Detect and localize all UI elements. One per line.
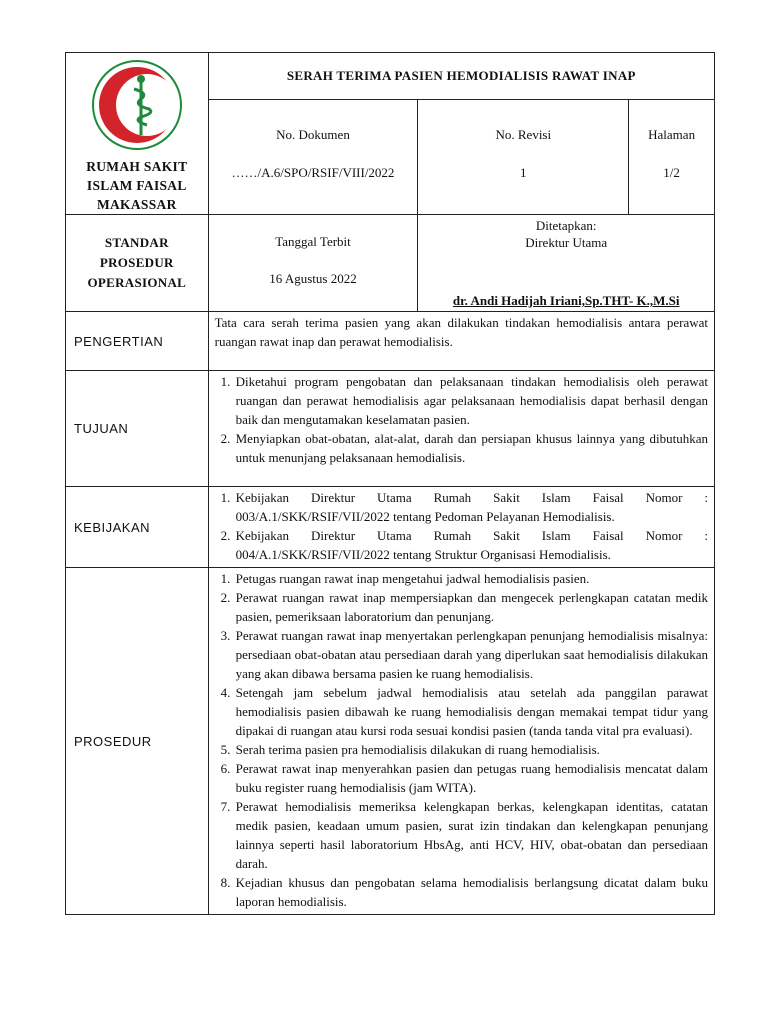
tujuan-list	[215, 372, 708, 467]
tanggal-terbit-cell	[208, 215, 418, 312]
kebijakan-content	[208, 487, 714, 568]
ditetapkan-cell	[418, 215, 715, 312]
tujuan-content	[208, 371, 714, 487]
ditetapkan-label: Ditetapkan:	[535, 218, 597, 233]
sop-heading-line: STANDAR	[104, 235, 169, 250]
list-item: 2. Menyiapkan obat-obatan, alat-alat, darah dan persiapan khusus lainnya yang dibutuhkan untuk menunjang pelaksanaan hemodialisis.	[234, 429, 708, 467]
halaman-cell	[629, 100, 715, 215]
list-item: 4. Setengah jam sebelum jadwal hemodialisis atau setelah ada panggilan parawat hemodialisis pasien dibawah ke ruang hemodialisis dengan memakai tempat tidur yang dipakai di ruangan atau kursi roda sesuai kondisi pasien (tanda tanda vital pra evaluasi).	[234, 683, 708, 740]
prosedur-list	[215, 569, 708, 911]
crescent-caduceus-icon	[91, 59, 183, 151]
hospital-name-line: ISLAM FAISAL	[86, 178, 187, 193]
no-revisi-label: No. Revisi	[495, 127, 552, 143]
hospital-name	[66, 157, 208, 214]
tujuan-label: TUJUAN	[66, 371, 209, 487]
document-title: SERAH TERIMA PASIEN HEMODIALISIS RAWAT INAP	[208, 53, 714, 100]
ditetapkan-role: Direktur Utama	[525, 235, 608, 250]
list-item: 7. Perawat hemodialisis memeriksa kelengkapan berkas, kelengkapan identitas, catatan medik pasien, keadaan umum pasien, surat izin tindakan dan kelengkapan penunjang lainnya seperti hasil laboratorium HbsAg, anti HCV, HIV, obat-obatan dan persediaan darah.	[234, 797, 708, 873]
list-item: 1. Petugas ruangan rawat inap mengetahui jadwal hemodialisis pasien.	[234, 569, 708, 588]
sop-heading	[66, 215, 209, 312]
prosedur-label: PROSEDUR	[66, 568, 209, 915]
tanggal-terbit-label: Tanggal Terbit	[275, 234, 351, 249]
no-dokumen-value: ……/A.6/SPO/RSIF/VIII/2022	[231, 165, 395, 181]
kebijakan-label: KEBIJAKAN	[66, 487, 209, 568]
sop-heading-line: PROSEDUR	[99, 255, 174, 270]
hospital-name-line: RUMAH SAKIT	[86, 159, 188, 174]
list-item: 6. Perawat rawat inap menyerahkan pasien dan petugas ruang hemodialisis mencatat dalam buku register ruang hemodialisis (jam WITA).	[234, 759, 708, 797]
list-item: 2. Kebijakan Direktur Utama Rumah Sakit Islam Faisal Nomor : 004/A.1/SKK/RSIF/VII/2022 tentang Struktur Organisasi Hemodialisis.	[234, 526, 708, 564]
pengertian-text: Tata cara serah terima pasien yang akan dilakukan tindakan hemodialisis antara perawat ruangan rawat inap dan perawat hemodialisis.	[208, 312, 714, 371]
list-item: 1. Kebijakan Direktur Utama Rumah Sakit Islam Faisal Nomor : 003/A.1/SKK/RSIF/VII/2022 tentang Pedoman Pelayanan Hemodialisis.	[234, 488, 708, 526]
hospital-name-line: MAKASSAR	[96, 197, 177, 212]
no-dokumen-label: No. Dokumen	[276, 127, 350, 143]
no-revisi-cell	[418, 100, 629, 215]
list-item: 3. Perawat ruangan rawat inap menyertakan perlengkapan penunjang hemodialisis misalnya: persediaan obat-obatan atau persediaan darah yang diperlukan saat hemodialisis dilakukan yang akan dibawa bersama pasien ke ruang hemodialisis.	[234, 626, 708, 683]
halaman-label: Halaman	[648, 127, 696, 143]
pengertian-label: PENGERTIAN	[66, 312, 209, 371]
tanggal-terbit-value: 16 Agustus 2022	[269, 271, 357, 286]
hospital-identity-cell	[66, 53, 209, 215]
hospital-logo	[66, 53, 208, 155]
prosedur-content	[208, 568, 714, 915]
sop-document-table	[65, 52, 715, 915]
list-item: 2. Perawat ruangan rawat inap mempersiapkan dan mengecek perlengkapan catatan medik pasien, pemeriksaan laboratorium dan penunjang.	[234, 588, 708, 626]
kebijakan-list	[215, 488, 708, 564]
list-item: 1. Diketahui program pengobatan dan pelaksanaan tindakan hemodialisis oleh perawat ruangan dan perawat hemodialisis agar pelaksanaan hemodialisis dapat berhasil dengan baik dan mengutamakan keselamatan pasien.	[234, 372, 708, 429]
signer-name: dr. Andi Hadijah Iriani,Sp.THT- K.,M.Si	[452, 293, 680, 308]
sop-heading-line: OPERASIONAL	[87, 275, 187, 290]
list-item: 8. Kejadian khusus dan pengobatan selama hemodialisis berlangsung dicatat dalam buku laporan hemodialisis.	[234, 873, 708, 911]
no-revisi-value: 1	[520, 165, 527, 181]
list-item: 5. Serah terima pasien pra hemodialisis dilakukan di ruang hemodialisis.	[234, 740, 708, 759]
no-dokumen-cell	[208, 100, 418, 215]
halaman-value: 1/2	[663, 165, 680, 181]
